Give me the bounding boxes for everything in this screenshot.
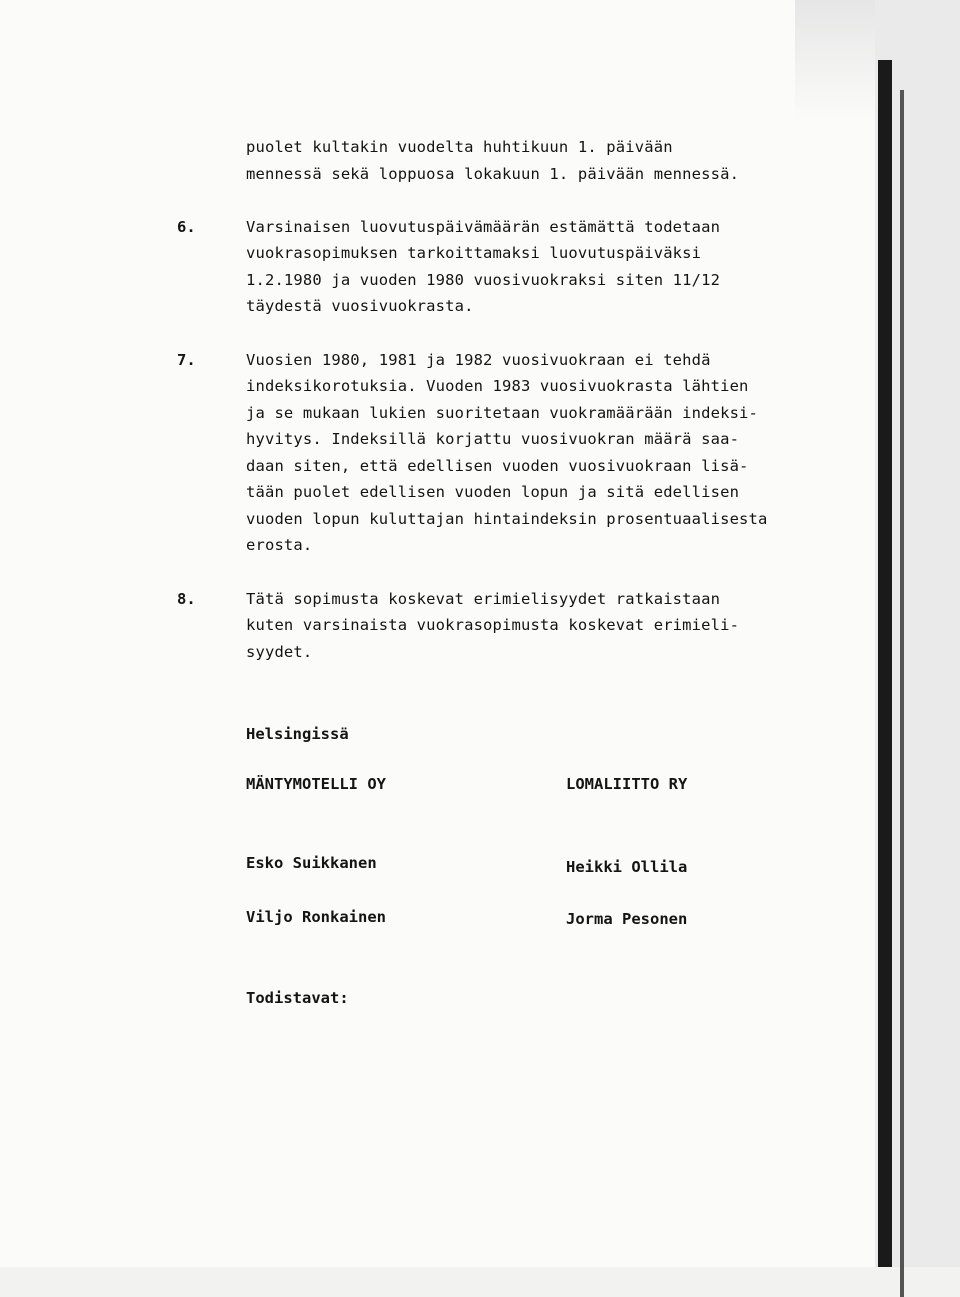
party-left: MÄNTYMOTELLI OY [246,775,386,793]
section-7-line-5: daan siten, että edellisen vuoden vuosivuokraan lisä- [246,457,749,475]
section-8-line-2: kuten varsinaista vuokrasopimusta koskevat erimieli- [246,616,740,634]
section-6-line-4: täydestä vuosivuokrasta. [246,297,474,315]
section-7-line-6: tään puolet edellisen vuoden lopun ja sitä edellisen [246,483,740,501]
intro-line-1: puolet kultakin vuodelta huhtikuun 1. päivään [246,138,673,156]
section-7-line-8: erosta. [246,536,313,554]
party-right: LOMALIITTO RY [566,775,688,793]
section-7-line-4: hyvitys. Indeksillä korjattu vuosivuokran määrä saa- [246,430,740,448]
binder-edge [878,60,892,1267]
intro-line-2: mennessä sekä loppuosa lokakuun 1. päivään mennessä. [246,165,740,183]
section-7-line-3: ja se mukaan lukien suoritetaan vuokramäärään indeksi- [246,404,759,422]
page-shadow [795,0,875,120]
section-6-line-2: vuokrasopimuksen tarkoittamaksi luovutuspäiväksi [246,244,702,262]
section-6-number: 6. [177,218,196,236]
signatory-right-2: Jorma Pesonen [566,910,688,928]
section-8-line-3: syydet. [246,643,313,661]
binder-edge-thin [900,90,904,1297]
signatory-left-1: Esko Suikkanen [246,854,377,872]
section-6-line-3: 1.2.1980 ja vuoden 1980 vuosivuokraksi siten 11/12 [246,271,721,289]
section-7-line-1: Vuosien 1980, 1981 ja 1982 vuosivuokraan ei tehdä [246,351,711,369]
signatory-left-2: Viljo Ronkainen [246,908,386,926]
section-8-number: 8. [177,590,196,608]
section-8-line-1: Tätä sopimusta koskevat erimielisyydet ratkaistaan [246,590,721,608]
section-7-number: 7. [177,351,196,369]
section-6-line-1: Varsinaisen luovutuspäivämäärän estämättä todetaan [246,218,721,236]
witnesses-label: Todistavat: [246,989,349,1007]
section-7-line-2: indeksikorotuksia. Vuoden 1983 vuosivuokrasta lähtien [246,377,749,395]
section-7-line-7: vuoden lopun kuluttajan hintaindeksin prosentuaalisesta [246,510,768,528]
signing-place: Helsingissä [246,725,349,743]
signatory-right-1: Heikki Ollila [566,858,688,876]
